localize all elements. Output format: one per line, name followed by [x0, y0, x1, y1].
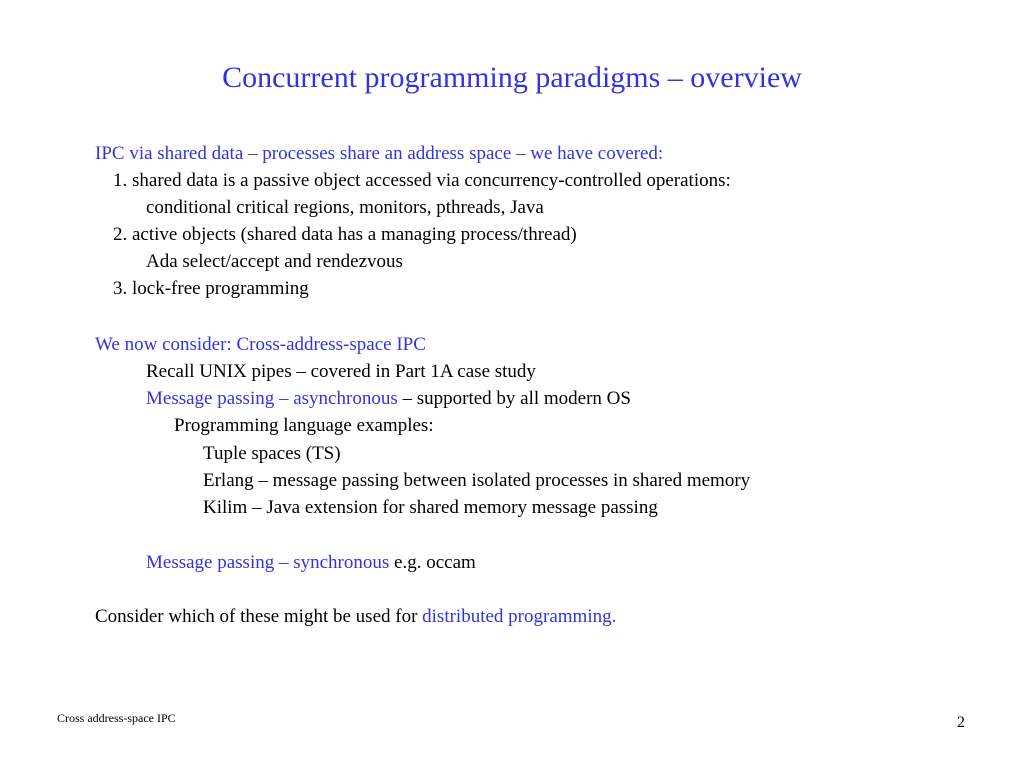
sync-rest: e.g. occam: [389, 552, 476, 573]
list-item-3: 3. lock-free programming: [113, 278, 309, 299]
recall-pipes-line: Recall UNIX pipes – covered in Part 1A case study: [146, 361, 536, 382]
async-rest: – supported by all modern OS: [397, 388, 631, 409]
consider-line: [95, 606, 616, 628]
ipc-shared-heading: IPC via shared data – processes share an address space – we have covered:: [95, 143, 664, 164]
footer-title: Cross address-space IPC: [57, 711, 176, 725]
programming-language-examples: Programming language examples:: [174, 415, 434, 436]
async-label: Message passing – asynchronous: [146, 388, 398, 409]
example-erlang: Erlang – message passing between isolated processes in shared memory: [203, 470, 751, 491]
page-number: 2: [957, 714, 965, 731]
list-item-1-detail: conditional critical regions, monitors, pthreads, Java: [146, 197, 544, 218]
sync-label: Message passing – synchronous: [146, 552, 390, 573]
sync-line: [146, 552, 476, 574]
async-line: [146, 388, 631, 410]
slide-title: Concurrent programming paradigms – overview: [222, 61, 802, 94]
cross-address-heading: We now consider: Cross-address-space IPC: [95, 334, 426, 355]
list-item-2-detail: Ada select/accept and rendezvous: [146, 251, 403, 272]
consider-text: Consider which of these might be used for: [95, 606, 423, 627]
example-kilim: Kilim – Java extension for shared memory message passing: [203, 497, 658, 518]
distributed-programming-text: distributed programming.: [422, 606, 617, 627]
list-item-1: 1. shared data is a passive object accessed via concurrency-controlled operations:: [113, 170, 731, 191]
example-tuple-spaces: Tuple spaces (TS): [203, 443, 341, 464]
list-item-2: 2. active objects (shared data has a managing process/thread): [113, 224, 577, 245]
